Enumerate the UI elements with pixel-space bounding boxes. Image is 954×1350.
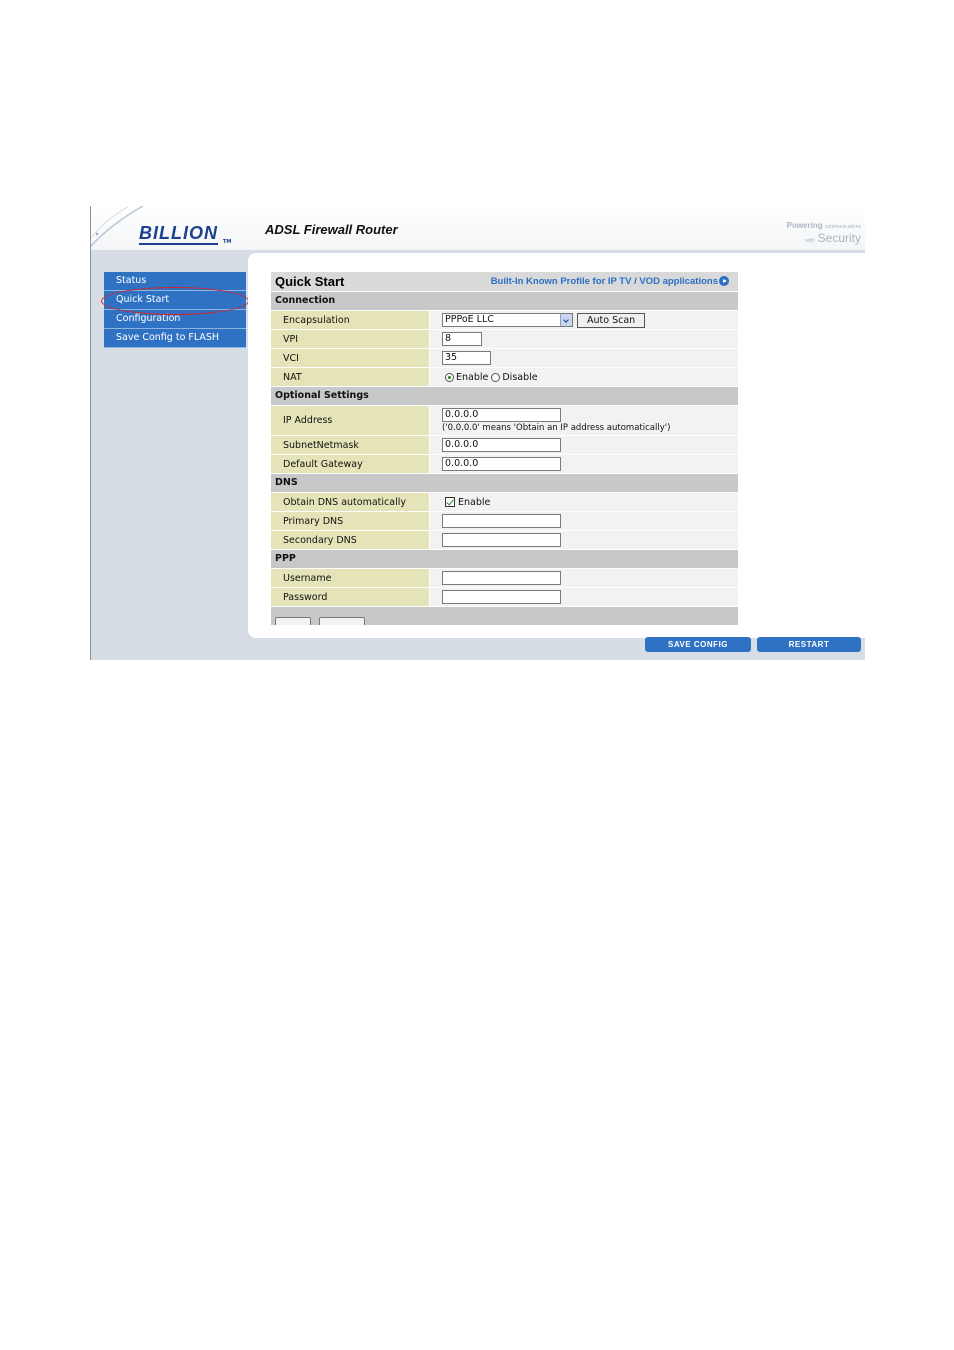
row-primary-dns [271,511,738,530]
row-nat [271,367,738,386]
nat-disable-radio[interactable] [491,373,500,382]
play-circle-icon[interactable] [719,276,729,286]
secondary-dns-input[interactable] [442,533,561,547]
secondary-dns-value-cell [429,531,738,549]
billion-logo: BILLION [139,223,218,243]
section-optional-settings: Optional Settings [271,386,738,405]
tagline-powering: Powering [786,221,823,230]
known-profile-link[interactable]: Built-In Known Profile for IP TV / VOD applications [490,276,718,287]
vpi-input[interactable]: 8 [442,332,482,346]
form-footer-bar [271,606,738,625]
section-dns: DNS [271,473,738,492]
nat-disable-label: Disable [502,371,538,383]
primary-dns-input[interactable] [442,514,561,528]
default-gateway-label: Default Gateway [271,455,429,473]
encapsulation-selected: PPPoE LLC [445,314,494,325]
save-config-button[interactable]: SAVE CONFIG [645,637,751,652]
form-button-partial[interactable] [319,617,365,625]
nat-enable-label: Enable [456,371,489,383]
restart-button[interactable]: RESTART [757,637,861,652]
username-value-cell [429,569,738,587]
password-input[interactable] [442,590,561,604]
obtain-dns-enable-label: Enable [458,496,491,508]
obtain-dns-checkbox[interactable] [445,497,455,507]
section-ppp: PPP [271,549,738,568]
nat-value-cell [429,368,738,386]
row-secondary-dns [271,530,738,549]
nat-label: NAT [271,368,429,386]
sidebar-nav [104,272,246,348]
default-gateway-value-cell [429,455,738,473]
vci-value-cell [429,349,738,367]
tagline [771,220,861,247]
logo-trademark: TM [223,239,232,245]
form-button-partial[interactable] [275,617,311,625]
chevron-down-icon[interactable] [560,314,572,326]
row-username [271,568,738,587]
row-vci [271,348,738,367]
auto-scan-button[interactable]: Auto Scan [577,313,645,328]
password-label: Password [271,588,429,606]
row-encapsulation [271,310,738,329]
tagline-security: Security [817,231,861,245]
row-obtain-dns [271,492,738,511]
tagline-communications: communications [824,224,861,230]
tagline-with: with [805,238,815,244]
ip-address-input[interactable]: 0.0.0.0 [442,408,561,422]
nat-enable-radio[interactable] [445,373,454,382]
sidebar-item-configuration[interactable]: Configuration [104,310,246,329]
subnet-mask-value-cell [429,436,738,454]
encapsulation-select[interactable] [442,313,573,327]
main-content [248,253,865,638]
section-connection: Connection [271,291,738,310]
vpi-label: VPI [271,330,429,348]
vpi-value-cell [429,330,738,348]
secondary-dns-label: Secondary DNS [271,531,429,549]
sidebar-item-quick-start[interactable]: Quick Start [104,291,246,310]
primary-dns-label: Primary DNS [271,512,429,530]
row-subnet-mask [271,435,738,454]
row-password [271,587,738,606]
router-title: ADSL Firewall Router [265,222,398,237]
quick-start-panel [271,272,738,625]
username-label: Username [271,569,429,587]
ip-address-hint: ('0.0.0.0' means 'Obtain an IP address automatically') [442,423,671,433]
username-input[interactable] [442,571,561,585]
sidebar-item-save-config-to-flash[interactable]: Save Config to FLASH [104,329,246,348]
sidebar-item-status[interactable]: Status [104,272,246,291]
title-bar [271,272,738,291]
encapsulation-label: Encapsulation [271,311,429,329]
obtain-dns-label: Obtain DNS automatically [271,493,429,511]
password-value-cell [429,588,738,606]
router-web-ui [90,206,865,660]
row-vpi [271,329,738,348]
ip-address-label: IP Address [271,406,429,435]
subnet-mask-label: SubnetNetmask [271,436,429,454]
header [91,206,865,250]
primary-dns-value-cell [429,512,738,530]
ip-address-value-cell [429,406,738,435]
row-ip-address [271,405,738,435]
page-title: Quick Start [275,274,345,289]
vci-input[interactable]: 35 [442,351,491,365]
default-gateway-input[interactable]: 0.0.0.0 [442,457,561,471]
row-default-gateway [271,454,738,473]
subnet-mask-input[interactable]: 0.0.0.0 [442,438,561,452]
obtain-dns-value-cell [429,493,738,511]
encapsulation-value-cell [429,311,738,329]
vci-label: VCI [271,349,429,367]
